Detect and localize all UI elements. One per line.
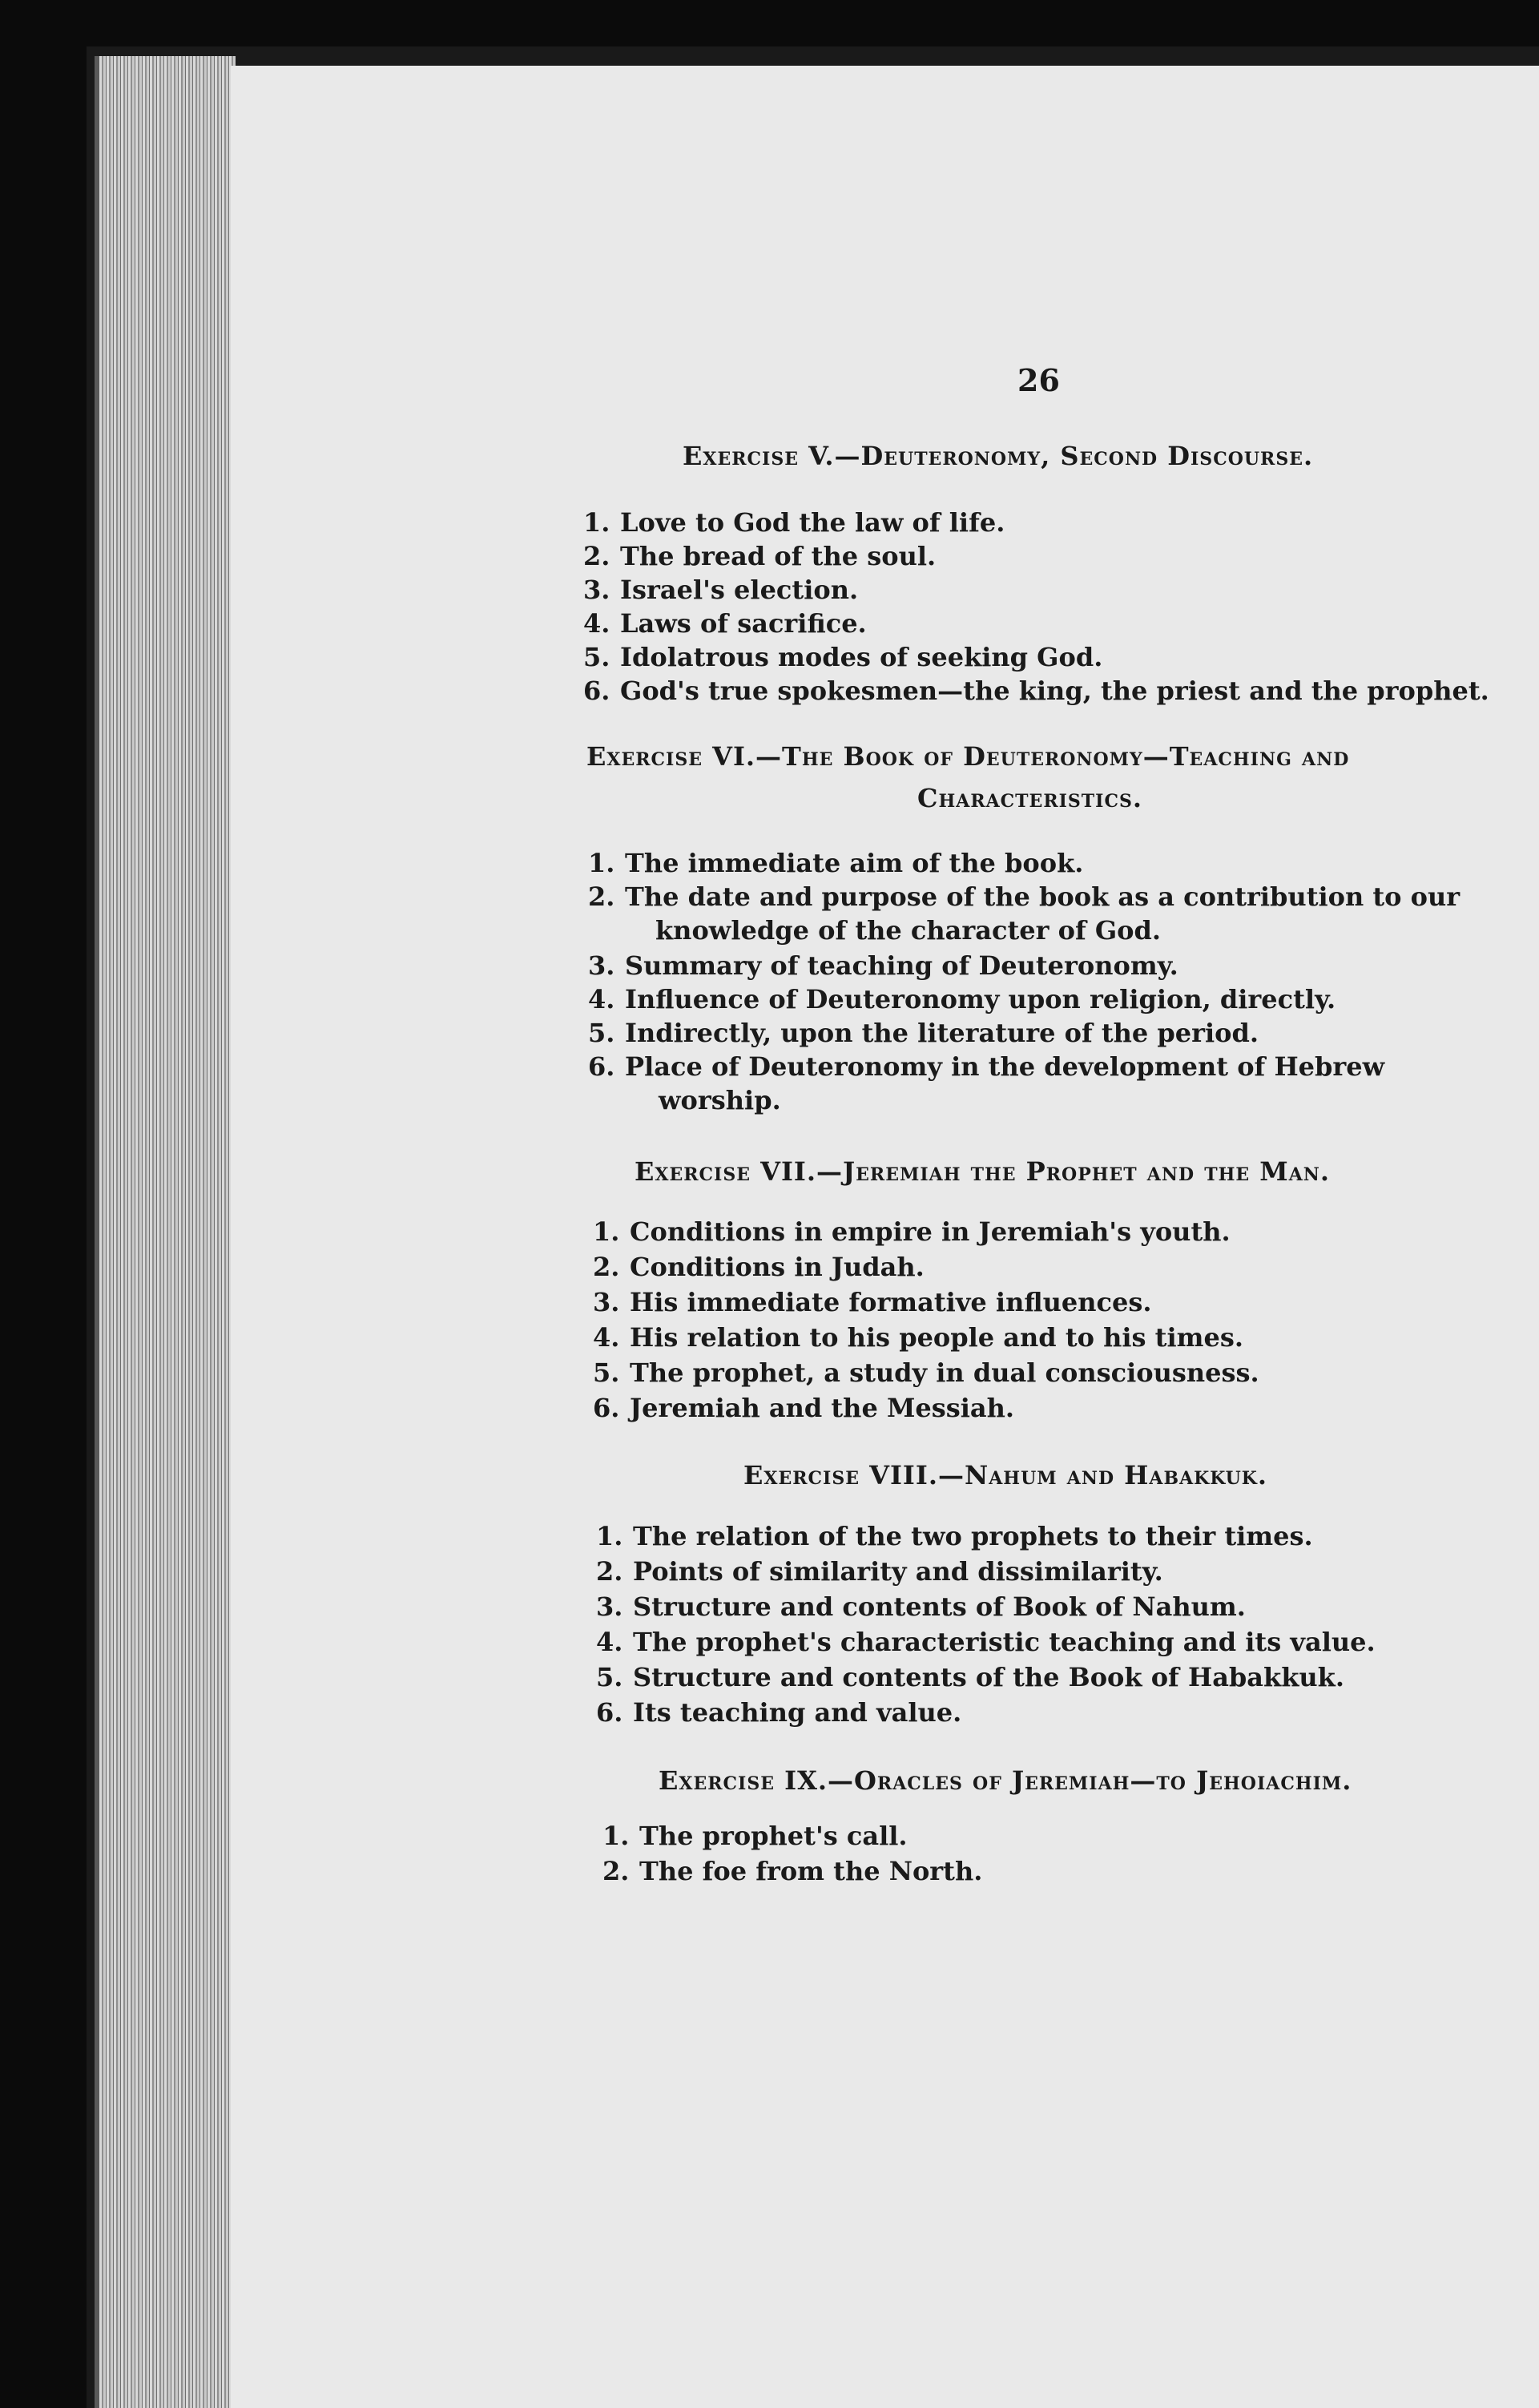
list-item — [602, 1821, 908, 1851]
item-number: 4. — [596, 1627, 623, 1657]
list-item — [583, 507, 1005, 538]
item-number: 5. — [583, 642, 610, 672]
list-item-continuation: worship. — [659, 1085, 781, 1115]
item-text: The immediate aim of the book. — [625, 848, 1084, 878]
item-number: 1. — [596, 1521, 623, 1551]
item-text: The date and purpose of the book as a contribution to our — [625, 881, 1460, 912]
list-item — [593, 1252, 925, 1282]
list-item — [588, 1018, 1259, 1048]
item-number: 5. — [593, 1357, 620, 1388]
item-number: 5. — [588, 1018, 615, 1048]
list-item — [588, 1051, 1384, 1082]
item-text: His immediate formative influences. — [630, 1287, 1152, 1317]
page-number: 26 — [1017, 362, 1060, 398]
list-item — [583, 608, 867, 639]
item-number: 1. — [583, 507, 610, 538]
item-text: Indirectly, upon the literature of the period. — [625, 1018, 1259, 1048]
item-text: The bread of the soul. — [620, 541, 937, 571]
item-text: Laws of sacrifice. — [620, 608, 867, 639]
item-text: His relation to his people and to his times. — [630, 1322, 1243, 1353]
item-number: 6. — [593, 1393, 620, 1423]
list-item — [596, 1521, 1313, 1551]
item-number: 2. — [596, 1556, 623, 1587]
exercise-vi-heading: Exercise VI.—The Book of Deuteronomy—Teaching and — [586, 741, 1350, 772]
item-number: 4. — [588, 984, 615, 1014]
item-text: Place of Deuteronomy in the development of Hebrew — [625, 1051, 1385, 1082]
item-text: God's true spokesmen—the king, the priest and the prophet. — [620, 676, 1489, 706]
item-number: 1. — [593, 1216, 620, 1247]
item-number: 3. — [596, 1591, 623, 1622]
item-number: 4. — [583, 608, 610, 639]
item-number: 2. — [593, 1252, 620, 1282]
item-text: Structure and contents of Book of Nahum. — [633, 1591, 1246, 1622]
exercise-vi-heading-cont: Characteristics. — [917, 783, 1142, 813]
item-text: The foe from the North. — [639, 1856, 983, 1886]
item-text: Love to God the law of life. — [620, 507, 1005, 538]
list-item — [596, 1627, 1376, 1657]
item-number: 6. — [596, 1697, 623, 1728]
item-number: 2. — [588, 881, 615, 912]
list-item — [588, 848, 1083, 878]
item-text: Points of similarity and dissimilarity. — [633, 1556, 1163, 1587]
item-text: Jeremiah and the Messiah. — [630, 1393, 1015, 1423]
item-text: Idolatrous modes of seeking God. — [620, 642, 1103, 672]
item-text: Summary of teaching of Deuteronomy. — [625, 950, 1178, 981]
list-item — [593, 1322, 1243, 1353]
list-item-continuation: knowledge of the character of God. — [655, 915, 1162, 946]
item-text: The relation of the two prophets to their times. — [633, 1521, 1313, 1551]
list-item — [593, 1393, 1014, 1423]
list-item — [588, 881, 1460, 912]
list-item — [602, 1856, 982, 1886]
item-number: 3. — [588, 950, 615, 981]
list-item — [583, 676, 1489, 706]
list-item — [583, 575, 858, 605]
item-number: 3. — [593, 1287, 620, 1317]
item-number: 2. — [602, 1856, 630, 1886]
item-text: Conditions in empire in Jeremiah's youth. — [630, 1216, 1231, 1247]
exercise-v-heading: Exercise V.—Deuteronomy, Second Discourse. — [683, 441, 1314, 471]
page-edges — [95, 56, 236, 2408]
item-text: Its teaching and value. — [633, 1697, 962, 1728]
list-item — [588, 984, 1336, 1014]
list-item — [593, 1357, 1259, 1388]
item-number: 6. — [583, 676, 610, 706]
exercise-ix-heading: Exercise IX.—Oracles of Jeremiah—to Jehoiachim. — [659, 1765, 1352, 1796]
list-item — [596, 1697, 961, 1728]
item-number: 5. — [596, 1662, 623, 1692]
item-text: Influence of Deuteronomy upon religion, directly. — [625, 984, 1336, 1014]
exercise-viii-heading: Exercise VIII.—Nahum and Habakkuk. — [743, 1460, 1268, 1490]
item-number: 2. — [583, 541, 610, 571]
list-item — [596, 1556, 1163, 1587]
item-number: 4. — [593, 1322, 620, 1353]
exercise-vii-heading: Exercise VII.—Jeremiah the Prophet and the Man. — [635, 1156, 1331, 1187]
item-text: Structure and contents of the Book of Habakkuk. — [633, 1662, 1344, 1692]
item-text: The prophet's characteristic teaching and its value. — [633, 1627, 1376, 1657]
item-text: The prophet, a study in dual consciousness. — [630, 1357, 1259, 1388]
list-item — [596, 1662, 1344, 1692]
item-text: The prophet's call. — [639, 1821, 908, 1851]
item-number: 3. — [583, 575, 610, 605]
list-item — [596, 1591, 1246, 1622]
list-item — [583, 541, 936, 571]
list-item — [588, 950, 1178, 981]
item-number: 6. — [588, 1051, 615, 1082]
item-text: Conditions in Judah. — [630, 1252, 925, 1282]
list-item — [593, 1216, 1231, 1247]
item-number: 1. — [602, 1821, 630, 1851]
item-text: Israel's election. — [620, 575, 859, 605]
list-item — [583, 642, 1102, 672]
item-number: 1. — [588, 848, 615, 878]
list-item — [593, 1287, 1152, 1317]
